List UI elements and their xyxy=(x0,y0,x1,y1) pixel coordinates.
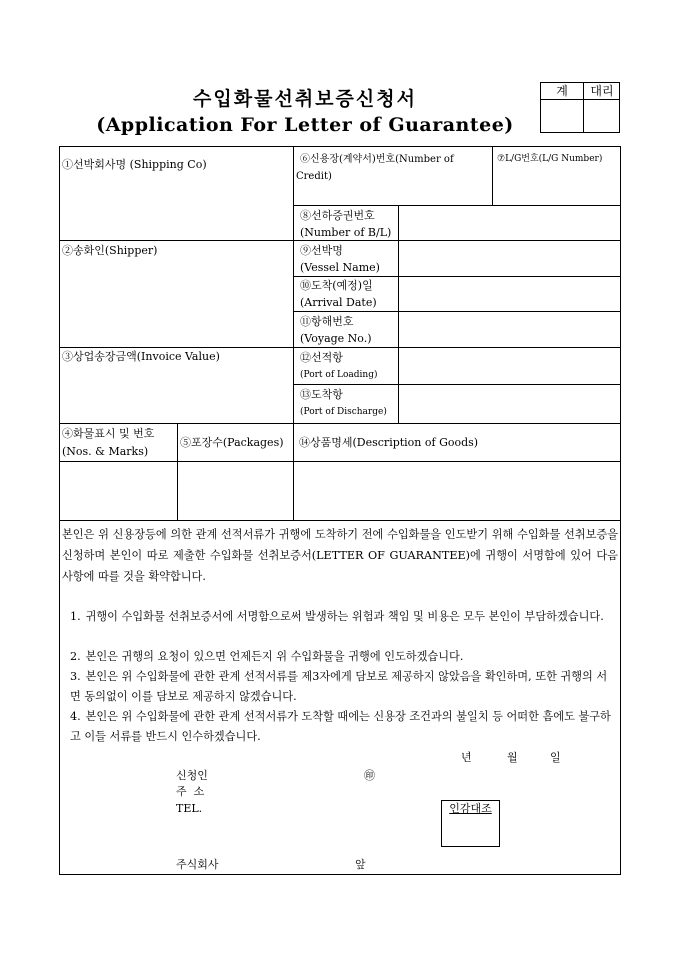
divider xyxy=(59,423,621,424)
loading-label-1: ⑫선적항 xyxy=(300,351,343,364)
bl-number-label-2: (Number of B/L) xyxy=(300,226,392,239)
date-year: 년 xyxy=(461,751,472,764)
approval-sign-1 xyxy=(541,100,584,133)
arrival-label-1: ⑩도착(예정)일 xyxy=(300,279,373,292)
title-english: (Application For Letter of Guarantee) xyxy=(96,114,514,136)
lg-number-label: ⑦L/G번호(L/G Number) xyxy=(497,154,603,164)
statement-text: 본인은 위 신용장등에 의한 관계 선적서류가 귀행에 도착하기 전에 수입화물을 인도받기 위해 수입화물 선취보증을 신청하며 본인이 따로 제출한 수입화물 선취보증서(LETTER OF GUARANTEE)에 귀행이 서명함에 있어 다음 사항에 따를 것을 확약합니다. xyxy=(62,528,618,583)
divider xyxy=(59,520,621,521)
goods-label: ⑭상품명세(Description of Goods) xyxy=(299,436,479,449)
vessel-label-2: (Vessel Name) xyxy=(300,261,380,274)
vessel-label-1: ⑨선박명 xyxy=(300,244,343,257)
voyage-label-1: ⑪항해번호 xyxy=(300,315,354,328)
arrival-label-2: (Arrival Date) xyxy=(300,296,377,309)
list-item xyxy=(70,607,615,627)
discharge-label-2: (Port of Discharge) xyxy=(300,407,387,417)
title-korean: 수입화물선취보증신청서 xyxy=(193,88,417,110)
approval-col-1: 계 xyxy=(541,83,584,100)
item-text: 본인은 위 수입화물에 관한 관계 선적서류가 도착할 때에는 신용장 조건과의 불일치 등 어떠한 흠에도 불구하고 이들 서류를 반드시 인수하겠습니다. xyxy=(70,710,611,743)
lc-number-label-2: Credit) xyxy=(296,171,332,182)
divider xyxy=(293,311,621,312)
divider xyxy=(59,461,621,462)
marks-label-1: ④화물표시 및 번호 xyxy=(62,427,155,440)
item-text: 본인은 위 수입화물에 관한 관계 선적서류를 제3자에게 담보로 제공하지 않았음을 확인하며, 또한 귀행의 서면 동의없이 이를 담보로 제공하지 않겠습니다. xyxy=(70,670,608,703)
tel-label: TEL. xyxy=(176,802,203,815)
addressee-label: 앞 xyxy=(355,858,366,871)
list-item xyxy=(70,707,615,747)
bl-number-label-1: ⑧선하증권번호 xyxy=(300,209,375,222)
item-number: 3. xyxy=(70,670,81,683)
list-item xyxy=(70,647,615,667)
divider xyxy=(398,205,399,423)
divider xyxy=(492,146,493,205)
invoice-label: ③상업송장금액(Invoice Value) xyxy=(62,350,220,363)
seal-verification-label: 인감대조 xyxy=(449,802,492,815)
packages-label: ⑤포장수(Packages) xyxy=(180,436,284,449)
loading-label-2: (Port of Loading) xyxy=(300,370,378,380)
divider xyxy=(293,384,621,385)
discharge-label-1: ⑬도착항 xyxy=(300,388,343,401)
item-text: 본인은 귀행의 요청이 있으면 언제든지 위 수입화물을 귀행에 인도하겠습니다. xyxy=(85,650,464,663)
divider xyxy=(293,205,621,206)
marks-label-2: (Nos. & Marks) xyxy=(62,445,149,458)
item-text: 귀행이 수입화물 선취보증서에 서명함으로써 발생하는 위험과 책임 및 비용은 모두 본인이 부담하겠습니다. xyxy=(85,610,604,623)
divider xyxy=(177,423,178,520)
shipper-label: ②송화인(Shipper) xyxy=(62,244,158,257)
item-number: 2. xyxy=(70,650,81,663)
voyage-label-2: (Voyage No.) xyxy=(300,332,372,345)
approval-col-2: 대리 xyxy=(584,83,620,100)
approval-box xyxy=(540,82,620,133)
shipping-co-label: ①선박회사명 (Shipping Co) xyxy=(62,158,207,171)
item-number: 1. xyxy=(70,610,81,623)
item-number: 4. xyxy=(70,710,81,723)
address-label: 주 소 xyxy=(176,785,205,798)
list-item xyxy=(70,667,615,707)
applicant-label: 신청인 xyxy=(176,769,208,782)
lc-number-label-1: ⑥신용장(계약서)번호(Number of xyxy=(300,154,454,165)
seal-mark: ㊞ xyxy=(364,769,375,782)
date-month: 월 xyxy=(507,751,518,764)
company-label: 주식회사 xyxy=(176,858,219,871)
divider xyxy=(293,146,294,520)
date-day: 일 xyxy=(550,751,561,764)
